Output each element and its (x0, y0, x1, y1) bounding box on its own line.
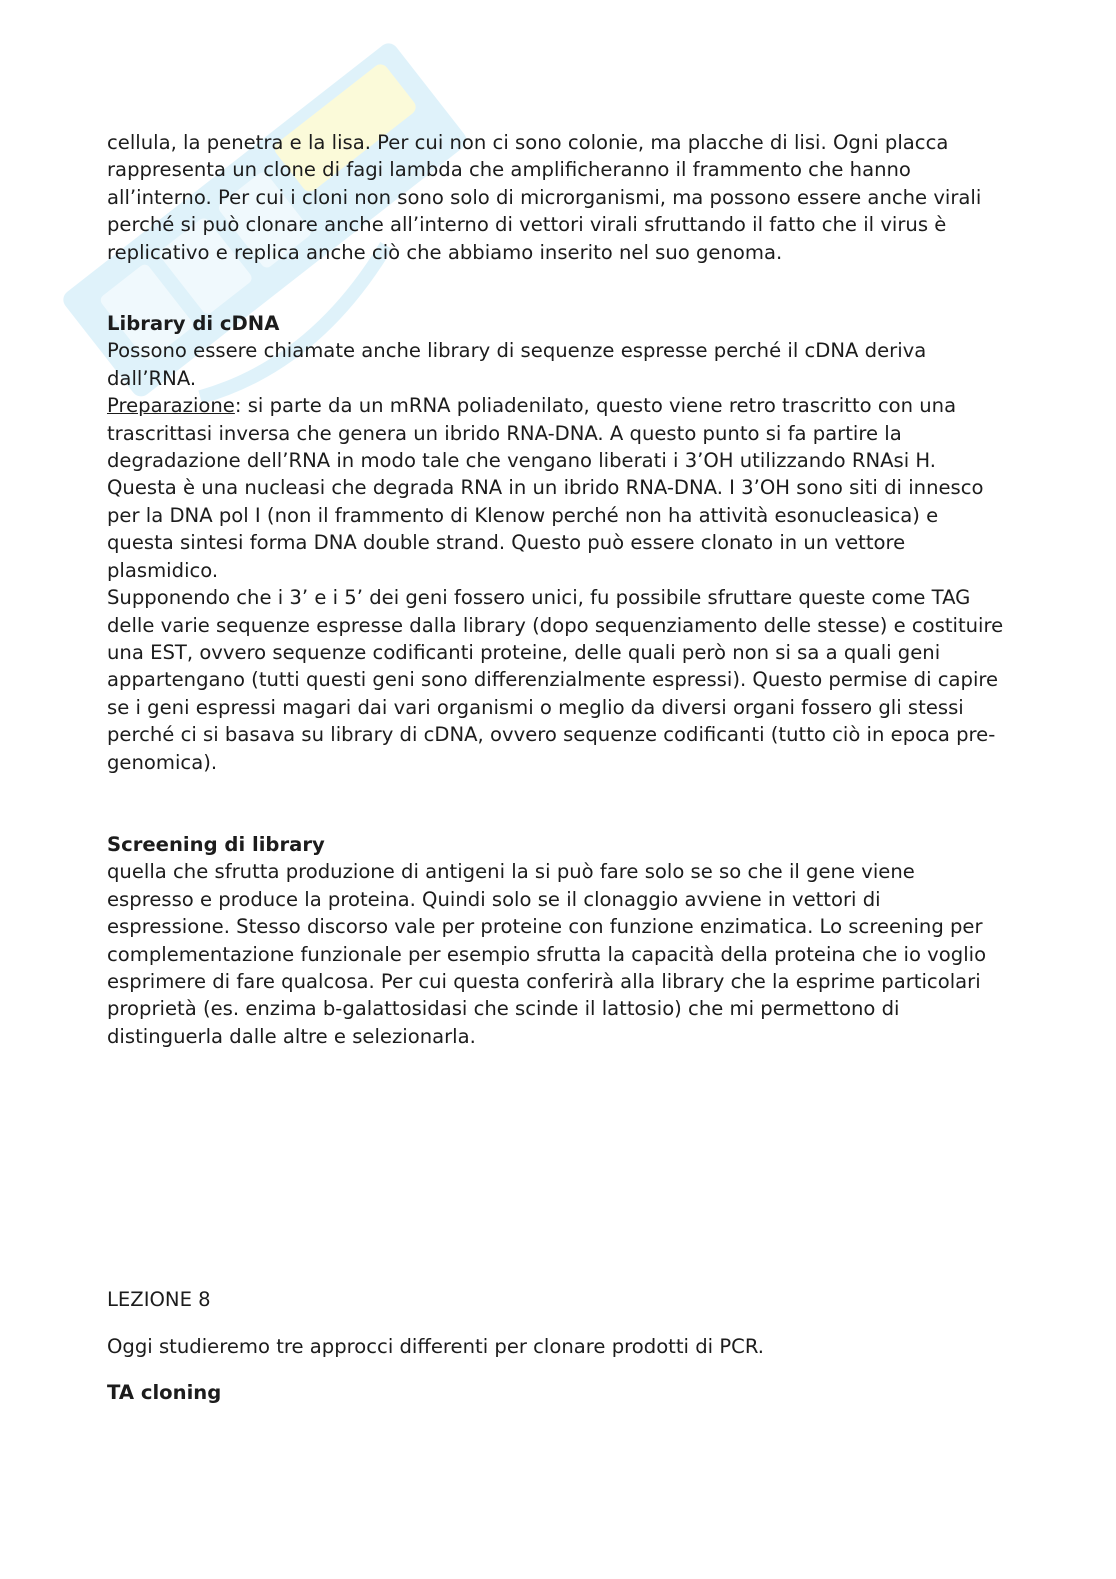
intro-paragraph: cellula, la penetra e la lisa. Per cui non ci sono colonie, ma placche di lisi. Ogni placca rappresenta un clone di fagi lambda che amplificheranno il frammento che hanno all’interno. Per cui i cloni non sono solo di microrganismi, ma possono essere anche virali perché si può clonare anche all’interno di vettori virali sfruttando il fatto che il virus è replicativo e replica anche ciò che abbiamo inserito nel suo genoma. (107, 131, 982, 264)
cdna-heading: Library di cDNA (107, 312, 280, 336)
lesson-intro: Oggi studieremo tre approcci differenti per clonare prodotti di PCR. (107, 1334, 764, 1358)
lesson-title: LEZIONE 8 (107, 1288, 211, 1312)
preparation-label: Preparazione (107, 394, 235, 418)
preparation-text: : si parte da un mRNA poliadenilato, questo viene retro trascritto con una trascrittasi inversa che genera un ibrido RNA-DNA. A questo punto si fa partire la degradazione dell’RNA in modo tale che vengano liberati i 3’OH utilizzando RNAsi H. Questa è una nucleasi che degrada RNA in un ibrido RNA-DNA. I 3’OH sono siti di innesco per la DNA pol I (non il frammento di Klenow perché non ha attività esonucleasica) e questa sintesi forma DNA double strand. Questo può essere clonato in un vettore plasmidico. (107, 394, 984, 582)
cdna-preparation-paragraph (107, 392, 1007, 584)
est-paragraph: Supponendo che i 3’ e i 5’ dei geni fossero unici, fu possibile sfruttare queste come TAG delle varie sequenze espresse dalla library (dopo sequenziamento delle stesse) e costituire una EST, ovvero sequenze codificanti proteine, delle quali però non si sa a quali geni appartengano (tutti questi geni sono differenzialmente espressi). Questo permise di capire se i geni espressi magari dai vari organismi o meglio da diversi organi fossero gli stessi perché ci si basava su library di cDNA, ovvero sequenze codificanti (tutto ciò in epoca pre-genomica). (107, 586, 1004, 774)
screening-paragraph: quella che sfrutta produzione di antigeni la si può fare solo se so che il gene viene espresso e produce la proteina. Quindi solo se il clonaggio avviene in vettori di espressione. Stesso discorso vale per proteine con funzione enzimatica. Lo screening per complementazione funzionale per esempio sfrutta la capacità della proteina che io voglio esprimere di fare qualcosa. Per cui questa conferirà alla library che la esprime particolari proprietà (es. enzima b-galattosidasi che scinde il lattosio) che mi permettono di distinguerla dalle altre e selezionarla. (107, 860, 987, 1048)
cdna-intro-paragraph: Possono essere chiamate anche library di sequenze espresse perché il cDNA deriva dall’RNA. (107, 339, 927, 390)
document-body (107, 129, 1007, 1406)
ta-cloning-heading: TA cloning (107, 1381, 222, 1404)
screening-heading: Screening di library (107, 832, 325, 856)
